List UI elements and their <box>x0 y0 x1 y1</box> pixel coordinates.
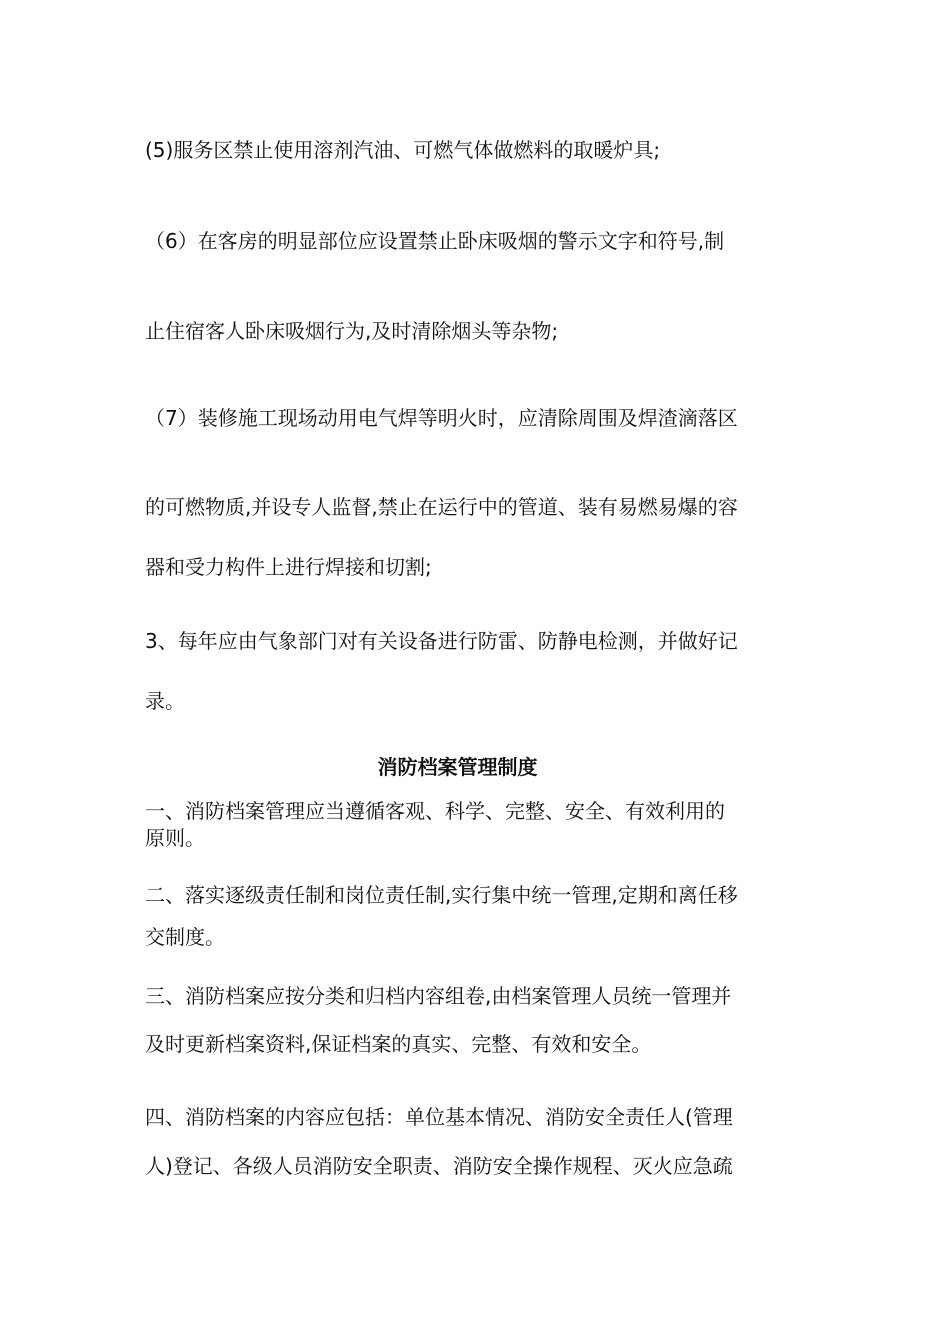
paragraph-line: 器和受力构件上进行焊接和切割; <box>145 555 432 579</box>
paragraph-line: 及时更新档案资料,保证档案的真实、完整、有效和安全。 <box>145 1032 652 1056</box>
section-title: 消防档案管理制度 <box>377 755 538 779</box>
paragraph-line: 一、消防档案管理应当遵循客观、科学、完整、安全、有效利用的 <box>145 799 725 823</box>
paragraph-line: 的可燃物质,并设专人监督,禁止在运行中的管道、装有易燃易爆的容 <box>145 495 738 519</box>
paragraph-line: 3、每年应由气象部门对有关设备进行防雷、防静电检测，并做好记 <box>145 629 738 653</box>
paragraph-line: （6）在客房的明显部位应设置禁止卧床吸烟的警示文字和符号,制 <box>145 229 725 253</box>
paragraph-line: 四、消防档案的内容应包括：单位基本情况、消防安全责任人(管理 <box>145 1105 733 1129</box>
paragraph-line: 止住宿客人卧床吸烟行为,及时清除烟头等杂物; <box>145 319 559 343</box>
paragraph-line: （7）装修施工现场动用电气焊等明火时，应清除周围及焊渣滴落区 <box>145 406 738 430</box>
paragraph-line: 交制度。 <box>145 925 225 949</box>
paragraph-line: (5)服务区禁止使用溶剂汽油、可燃气体做燃料的取暖炉具; <box>145 138 661 162</box>
paragraph-line: 录。 <box>145 689 185 713</box>
paragraph-line: 三、消防档案应按分类和归档内容组卷,由档案管理人员统一管理并 <box>145 984 732 1008</box>
paragraph-line: 二、落实逐级责任制和岗位责任制,实行集中统一管理,定期和离任移 <box>145 883 738 907</box>
paragraph-line: 人)登记、各级人员消防安全职责、消防安全操作规程、灭火应急疏 <box>145 1154 733 1178</box>
paragraph-line: 原则。 <box>145 826 205 850</box>
